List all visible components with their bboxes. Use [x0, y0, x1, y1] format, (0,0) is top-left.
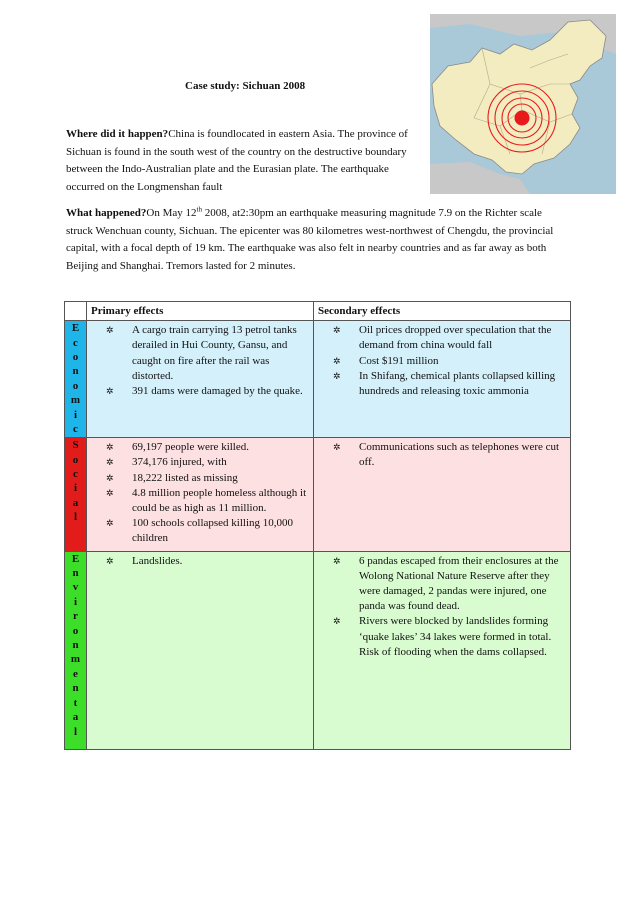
social-secondary-list: [314, 438, 570, 474]
effect-text: 100 schools collapsed killing 10,000 children: [132, 517, 294, 545]
environmental-row-label: [65, 551, 87, 749]
effect-text: 69,197 people were killed.: [132, 441, 249, 454]
effect-list-item: [314, 554, 566, 615]
social-secondary-cell: [314, 438, 571, 551]
effect-text: Rivers were blocked by landslides forming ‘quake lakes’ 34 lakes were formed in total. Risk of flooding when the dams collapsed.: [359, 615, 552, 658]
bullet-icon: ✲: [333, 325, 341, 336]
bullet-icon: ✲: [106, 442, 114, 453]
economic-secondary-list: [314, 321, 570, 403]
header-blank: [65, 302, 87, 321]
environmental-label-letter: m: [70, 653, 81, 666]
effects-table: [64, 301, 571, 750]
environmental-label-letter: n: [72, 639, 79, 652]
economic-label-letter: i: [73, 408, 78, 421]
where-text: China is foundlocated in eastern Asia. The province of Sichuan is found in the south west of the country on the destructive boundary between the Indo-Australian plate and the Eurasian plate. The earthquake occurred on the Longmenshan fault: [66, 128, 408, 193]
economic-primary-list: [87, 321, 313, 403]
effect-list-item: [87, 384, 309, 399]
effect-list-item: [87, 455, 309, 470]
social-label-letter: i: [73, 482, 78, 495]
social-label-letter: o: [72, 453, 79, 466]
epicentre-dot: [515, 111, 530, 126]
environmental-label-letter: t: [73, 696, 78, 709]
where-paragraph: [66, 126, 411, 196]
effect-list-item: [314, 354, 566, 369]
environmental-label-letter: i: [73, 595, 78, 608]
bullet-icon: ✲: [106, 518, 114, 529]
environmental-primary-list: [87, 552, 313, 573]
happened-sup: th: [196, 205, 202, 214]
social-label-letter: S: [72, 439, 79, 452]
environmental-secondary-cell: [314, 551, 571, 749]
effect-list-item: [314, 440, 566, 470]
effects-header-row: [65, 302, 571, 321]
economic-label-letter: o: [72, 379, 79, 392]
economic-label-letter: o: [72, 351, 79, 364]
effect-list-item: [87, 471, 309, 486]
effects-row-social: [65, 438, 571, 551]
effect-text: Landslides.: [132, 554, 183, 567]
social-primary-list: [87, 438, 313, 550]
effect-list-item: [87, 440, 309, 455]
environmental-label-letter: n: [72, 682, 79, 695]
bullet-icon: ✲: [106, 325, 114, 336]
china-epicentre-map: [430, 14, 616, 194]
economic-row-label: [65, 321, 87, 438]
effects-row-environmental: [65, 551, 571, 749]
effect-list-item: [87, 516, 309, 546]
social-primary-cell: [87, 438, 314, 551]
effect-text: Communications such as telephones were cut off.: [359, 441, 560, 469]
effect-text: Oil prices dropped over speculation that the demand from china would fall: [359, 324, 552, 352]
effect-list-item: [314, 323, 566, 353]
economic-label-letter: E: [71, 322, 80, 335]
bullet-icon: ✲: [106, 386, 114, 397]
bullet-icon: ✲: [333, 370, 341, 381]
happened-text-a: On May 12: [146, 207, 197, 219]
environmental-label-letter: r: [73, 610, 78, 623]
effect-text: 391 dams were damaged by the quake.: [132, 385, 303, 398]
happened-text-b: 2008, at2:30pm an earthquake measuring magnitude 7.9 on the Richter scale struck Wenchuan county, Sichuan. The epicenter was 80 kilometres west-northwest of Chengdu, the provincial capital, with a focal depth of 19 km. The earthquake was also felt in nearby countries and as far away as both Beijing and Shanghai. Tremors lasted for 2 minutes.: [66, 207, 554, 272]
economic-label-letter: c: [73, 336, 78, 349]
bullet-icon: ✲: [106, 487, 114, 498]
economic-secondary-cell: [314, 321, 571, 438]
effects-body: [65, 321, 571, 749]
social-row-label: [65, 438, 87, 551]
bullet-icon: ✲: [106, 457, 114, 468]
environmental-label-letter: n: [72, 567, 79, 580]
effect-text: A cargo train carrying 13 petrol tanks derailed in Hui County, Gansu, and caught on fire after the rail was distorted.: [132, 324, 297, 382]
economic-primary-cell: [87, 321, 314, 438]
effect-text: 4.8 million people homeless although it could be as high as 11 million.: [132, 486, 307, 515]
environmental-label-letter: a: [72, 711, 79, 724]
bullet-icon: ✲: [333, 555, 341, 566]
environmental-primary-cell: [87, 551, 314, 749]
environmental-label-letter: E: [71, 552, 80, 565]
bullet-icon: ✲: [333, 616, 341, 627]
effect-text: Cost $191 million: [359, 354, 439, 367]
effect-text: 18,222 listed as missing: [132, 471, 238, 484]
environmental-label-letter: v: [72, 581, 79, 594]
effect-list-item: [87, 323, 309, 384]
effect-list-item: [314, 614, 566, 660]
effect-text: 374,176 injured, with: [132, 456, 227, 469]
social-label-letter: a: [72, 496, 79, 509]
happened-label: What happened?: [66, 207, 147, 219]
environmental-label-letter: o: [72, 624, 79, 637]
what-happened-paragraph: [66, 205, 568, 275]
header-primary: Primary effects: [87, 302, 314, 321]
effect-text: 6 pandas escaped from their enclosures at the Wolong National Nature Reserve after they were damaged, 2 pandas were injured, one panda was found dead.: [359, 554, 559, 613]
economic-label-letter: c: [73, 423, 78, 436]
bullet-icon: ✲: [333, 442, 341, 453]
effect-list-item: [87, 486, 309, 516]
bullet-icon: ✲: [106, 555, 114, 566]
effect-list-item: [87, 554, 309, 569]
page-title: Case study: Sichuan 2008: [185, 80, 306, 92]
environmental-label-letter: e: [73, 667, 78, 680]
social-label-letter: l: [73, 511, 78, 524]
effect-list-item: [314, 369, 566, 399]
header-secondary: Secondary effects: [314, 302, 571, 321]
social-label-letter: c: [73, 468, 78, 481]
where-label: Where did it happen?: [66, 128, 169, 140]
economic-label-letter: n: [72, 365, 79, 378]
economic-label-letter: m: [70, 394, 81, 407]
effect-text: In Shifang, chemical plants collapsed killing hundreds and releasing toxic ammonia: [359, 369, 556, 398]
environmental-label-letter: l: [73, 725, 78, 738]
bullet-icon: ✲: [106, 472, 114, 483]
environmental-secondary-list: [314, 552, 570, 664]
bullet-icon: ✲: [333, 355, 341, 366]
effects-row-economic: [65, 321, 571, 438]
